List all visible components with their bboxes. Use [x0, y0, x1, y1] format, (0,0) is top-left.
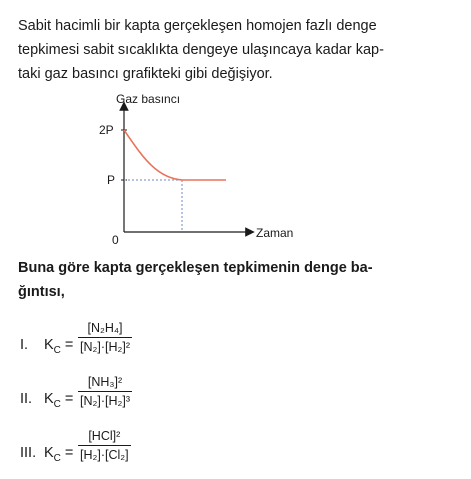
numerator: [N₂H₄]	[87, 321, 123, 335]
question-line: Buna göre kapta gerçekleşen tepkimenin denge ba-	[18, 260, 373, 276]
denominator: [N₂]·[H₂]³	[80, 394, 130, 408]
numerator: [NH₃]²	[87, 375, 123, 389]
y-tick-label-p: P	[107, 173, 116, 187]
equals-sign: =	[60, 337, 74, 353]
k-symbol: K	[44, 391, 54, 407]
fraction-bar	[78, 445, 131, 446]
equilibrium-constant	[44, 445, 73, 464]
k-symbol: K	[44, 445, 54, 461]
problem-line: tepkimesi sabit sıcaklıkta dengeye ulaşıncaya kadar kap-	[18, 42, 384, 58]
denominator: [N₂]·[H₂]²	[80, 340, 130, 354]
problem-statement	[18, 14, 458, 86]
k-symbol: K	[44, 337, 54, 353]
k-subscript: C	[53, 344, 61, 356]
fraction	[78, 428, 131, 463]
option-number: II.	[20, 391, 33, 407]
k-subscript: C	[53, 452, 61, 464]
fraction	[78, 374, 132, 409]
problem-line: Sabit hacimli bir kapta gerçekleşen homojen fazlı denge	[18, 18, 377, 34]
equals-sign: =	[60, 391, 74, 407]
question-text	[18, 256, 458, 304]
fraction-bar	[78, 391, 132, 392]
equals-sign: =	[60, 445, 74, 461]
option-number: I.	[20, 337, 29, 353]
pressure-time-graph	[90, 92, 320, 252]
pressure-curve	[124, 130, 226, 180]
fraction	[78, 320, 132, 355]
equilibrium-constant	[44, 391, 73, 410]
problem-line: taki gaz basıncı grafikteki gibi değişiyor.	[18, 66, 273, 82]
question-line: ğıntısı,	[18, 284, 65, 300]
k-subscript: C	[53, 398, 61, 410]
origin-label: 0	[112, 233, 119, 247]
x-axis-label: Zaman	[256, 226, 294, 240]
y-axis-label: Gaz basıncı	[116, 92, 181, 106]
fraction-bar	[78, 337, 132, 338]
denominator: [H₂]·[Cl₂]	[80, 448, 129, 462]
y-tick-label-2p: 2P	[99, 123, 114, 137]
equilibrium-constant	[44, 337, 73, 356]
numerator: [HCl]²	[88, 429, 121, 443]
option-number: III.	[20, 445, 37, 461]
